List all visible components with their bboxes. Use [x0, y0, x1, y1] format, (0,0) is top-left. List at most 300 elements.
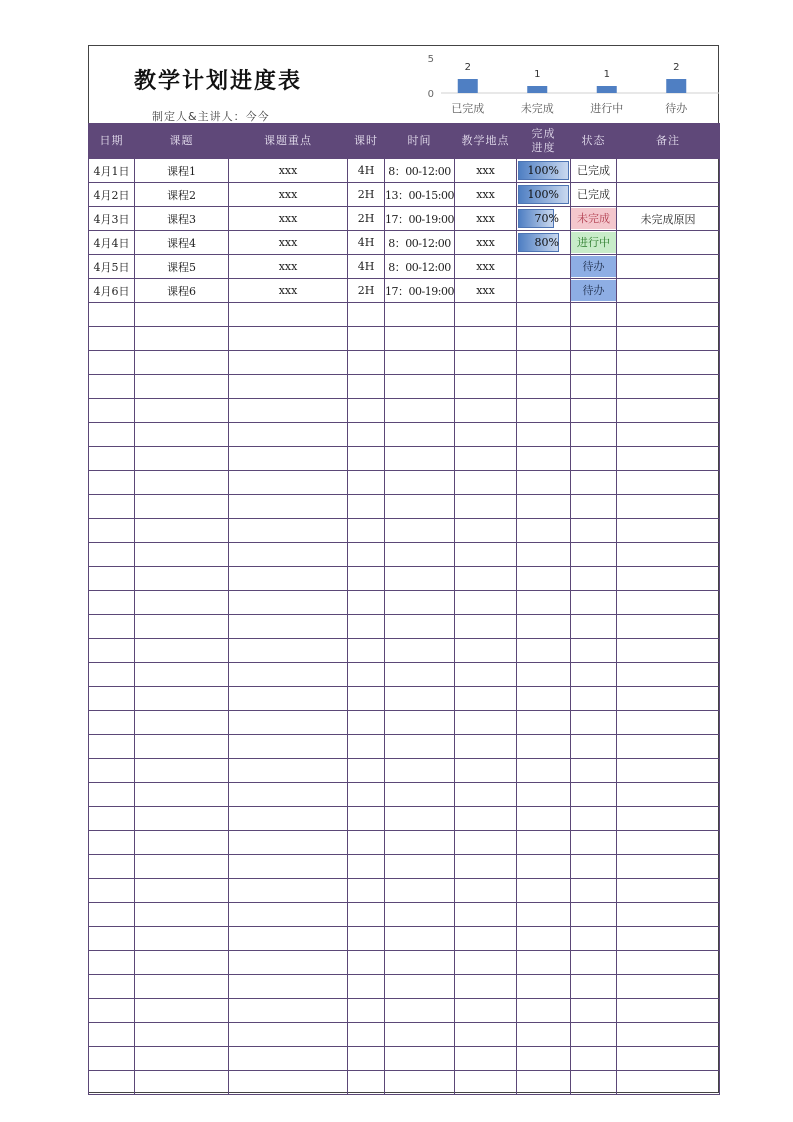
empty-cell[interactable]	[348, 1047, 385, 1071]
empty-cell[interactable]	[348, 543, 385, 567]
empty-cell[interactable]	[617, 927, 720, 951]
empty-cell[interactable]	[385, 639, 455, 663]
empty-cell[interactable]	[135, 447, 229, 471]
empty-cell[interactable]	[348, 759, 385, 783]
empty-cell[interactable]	[617, 903, 720, 927]
empty-cell[interactable]	[89, 807, 135, 831]
empty-cell[interactable]	[348, 687, 385, 711]
empty-cell[interactable]	[135, 759, 229, 783]
empty-cell[interactable]	[455, 879, 517, 903]
empty-cell[interactable]	[385, 1047, 455, 1071]
cell-status[interactable]	[571, 279, 617, 303]
cell-note[interactable]	[617, 159, 720, 183]
empty-cell[interactable]	[517, 663, 571, 687]
empty-cell[interactable]	[229, 615, 348, 639]
empty-cell[interactable]	[517, 687, 571, 711]
empty-cell[interactable]	[135, 999, 229, 1023]
empty-cell[interactable]	[229, 711, 348, 735]
cell-place[interactable]: xxx	[455, 207, 517, 231]
empty-cell[interactable]	[385, 471, 455, 495]
empty-cell[interactable]	[517, 1047, 571, 1071]
empty-cell[interactable]	[135, 711, 229, 735]
cell-date[interactable]: 4月2日	[89, 183, 135, 207]
empty-cell[interactable]	[135, 951, 229, 975]
cell-date[interactable]: 4月1日	[89, 159, 135, 183]
empty-cell[interactable]	[135, 903, 229, 927]
cell-place[interactable]: xxx	[455, 231, 517, 255]
empty-cell[interactable]	[348, 1071, 385, 1095]
cell-note[interactable]	[617, 255, 720, 279]
empty-cell[interactable]	[229, 327, 348, 351]
empty-cell[interactable]	[517, 471, 571, 495]
empty-cell[interactable]	[517, 327, 571, 351]
cell-hours[interactable]: 2H	[348, 279, 385, 303]
empty-cell[interactable]	[455, 831, 517, 855]
empty-cell[interactable]	[385, 999, 455, 1023]
cell-place[interactable]: xxx	[455, 279, 517, 303]
empty-cell[interactable]	[455, 927, 517, 951]
empty-cell[interactable]	[229, 975, 348, 999]
empty-cell[interactable]	[135, 879, 229, 903]
empty-cell[interactable]	[455, 1071, 517, 1095]
cell-status[interactable]	[571, 207, 617, 231]
empty-cell[interactable]	[229, 1047, 348, 1071]
empty-cell[interactable]	[89, 663, 135, 687]
empty-cell[interactable]	[89, 759, 135, 783]
empty-cell[interactable]	[571, 1071, 617, 1095]
cell-date[interactable]: 4月5日	[89, 255, 135, 279]
empty-cell[interactable]	[385, 351, 455, 375]
empty-cell[interactable]	[89, 783, 135, 807]
empty-cell[interactable]	[517, 375, 571, 399]
empty-cell[interactable]	[517, 543, 571, 567]
empty-cell[interactable]	[229, 903, 348, 927]
empty-cell[interactable]	[571, 711, 617, 735]
empty-cell[interactable]	[617, 639, 720, 663]
empty-cell[interactable]	[617, 495, 720, 519]
empty-cell[interactable]	[135, 471, 229, 495]
empty-cell[interactable]	[229, 999, 348, 1023]
empty-cell[interactable]	[385, 735, 455, 759]
empty-cell[interactable]	[517, 855, 571, 879]
empty-cell[interactable]	[89, 471, 135, 495]
empty-cell[interactable]	[135, 303, 229, 327]
empty-cell[interactable]	[517, 999, 571, 1023]
empty-cell[interactable]	[571, 519, 617, 543]
cell-status[interactable]	[571, 255, 617, 279]
empty-cell[interactable]	[348, 303, 385, 327]
empty-cell[interactable]	[455, 687, 517, 711]
cell-place[interactable]: xxx	[455, 183, 517, 207]
empty-cell[interactable]	[517, 639, 571, 663]
empty-cell[interactable]	[348, 495, 385, 519]
empty-cell[interactable]	[348, 471, 385, 495]
empty-cell[interactable]	[229, 855, 348, 879]
cell-key[interactable]: xxx	[229, 279, 348, 303]
empty-cell[interactable]	[135, 375, 229, 399]
empty-cell[interactable]	[517, 903, 571, 927]
empty-cell[interactable]	[617, 855, 720, 879]
empty-cell[interactable]	[89, 687, 135, 711]
empty-cell[interactable]	[455, 519, 517, 543]
empty-cell[interactable]	[135, 687, 229, 711]
empty-cell[interactable]	[571, 999, 617, 1023]
empty-cell[interactable]	[455, 471, 517, 495]
empty-cell[interactable]	[348, 711, 385, 735]
empty-cell[interactable]	[455, 903, 517, 927]
empty-cell[interactable]	[348, 1023, 385, 1047]
empty-cell[interactable]	[229, 735, 348, 759]
empty-cell[interactable]	[455, 567, 517, 591]
empty-cell[interactable]	[135, 591, 229, 615]
empty-cell[interactable]	[455, 807, 517, 831]
empty-cell[interactable]	[89, 543, 135, 567]
empty-cell[interactable]	[617, 447, 720, 471]
cell-key[interactable]: xxx	[229, 207, 348, 231]
empty-cell[interactable]	[571, 759, 617, 783]
empty-cell[interactable]	[229, 783, 348, 807]
empty-cell[interactable]	[517, 591, 571, 615]
empty-cell[interactable]	[517, 807, 571, 831]
empty-cell[interactable]	[135, 495, 229, 519]
empty-cell[interactable]	[135, 519, 229, 543]
cell-hours[interactable]: 4H	[348, 255, 385, 279]
empty-cell[interactable]	[229, 375, 348, 399]
empty-cell[interactable]	[455, 303, 517, 327]
empty-cell[interactable]	[517, 495, 571, 519]
empty-cell[interactable]	[229, 447, 348, 471]
empty-cell[interactable]	[135, 423, 229, 447]
empty-cell[interactable]	[455, 447, 517, 471]
empty-cell[interactable]	[517, 447, 571, 471]
empty-cell[interactable]	[455, 423, 517, 447]
empty-cell[interactable]	[135, 1071, 229, 1095]
empty-cell[interactable]	[89, 303, 135, 327]
empty-cell[interactable]	[455, 543, 517, 567]
empty-cell[interactable]	[617, 807, 720, 831]
cell-topic[interactable]: 课程5	[135, 255, 229, 279]
empty-cell[interactable]	[229, 303, 348, 327]
empty-cell[interactable]	[229, 519, 348, 543]
empty-cell[interactable]	[517, 615, 571, 639]
empty-cell[interactable]	[617, 831, 720, 855]
empty-cell[interactable]	[455, 615, 517, 639]
cell-date[interactable]: 4月6日	[89, 279, 135, 303]
empty-cell[interactable]	[385, 831, 455, 855]
empty-cell[interactable]	[455, 495, 517, 519]
empty-cell[interactable]	[571, 951, 617, 975]
empty-cell[interactable]	[571, 327, 617, 351]
empty-cell[interactable]	[89, 375, 135, 399]
empty-cell[interactable]	[455, 399, 517, 423]
empty-cell[interactable]	[348, 951, 385, 975]
cell-time[interactable]: 17：00-19:00	[385, 279, 455, 303]
empty-cell[interactable]	[348, 591, 385, 615]
empty-cell[interactable]	[571, 615, 617, 639]
empty-cell[interactable]	[385, 879, 455, 903]
cell-time[interactable]: 8：00-12:00	[385, 255, 455, 279]
empty-cell[interactable]	[135, 399, 229, 423]
empty-cell[interactable]	[385, 327, 455, 351]
empty-cell[interactable]	[348, 831, 385, 855]
empty-cell[interactable]	[135, 639, 229, 663]
empty-cell[interactable]	[455, 735, 517, 759]
cell-topic[interactable]: 课程1	[135, 159, 229, 183]
empty-cell[interactable]	[348, 903, 385, 927]
cell-topic[interactable]: 课程3	[135, 207, 229, 231]
empty-cell[interactable]	[229, 1071, 348, 1095]
empty-cell[interactable]	[89, 615, 135, 639]
empty-cell[interactable]	[571, 423, 617, 447]
empty-cell[interactable]	[571, 663, 617, 687]
cell-topic[interactable]: 课程2	[135, 183, 229, 207]
cell-note[interactable]: 未完成原因	[617, 207, 720, 231]
empty-cell[interactable]	[617, 879, 720, 903]
empty-cell[interactable]	[89, 927, 135, 951]
empty-cell[interactable]	[348, 783, 385, 807]
empty-cell[interactable]	[517, 831, 571, 855]
empty-cell[interactable]	[455, 855, 517, 879]
empty-cell[interactable]	[455, 711, 517, 735]
empty-cell[interactable]	[617, 327, 720, 351]
empty-cell[interactable]	[229, 471, 348, 495]
empty-cell[interactable]	[617, 423, 720, 447]
empty-cell[interactable]	[571, 855, 617, 879]
empty-cell[interactable]	[135, 1023, 229, 1047]
cell-key[interactable]: xxx	[229, 255, 348, 279]
empty-cell[interactable]	[89, 519, 135, 543]
empty-cell[interactable]	[385, 423, 455, 447]
empty-cell[interactable]	[455, 351, 517, 375]
empty-cell[interactable]	[348, 519, 385, 543]
empty-cell[interactable]	[455, 639, 517, 663]
empty-cell[interactable]	[617, 999, 720, 1023]
cell-progress[interactable]	[517, 183, 571, 207]
empty-cell[interactable]	[517, 879, 571, 903]
empty-cell[interactable]	[517, 759, 571, 783]
empty-cell[interactable]	[348, 639, 385, 663]
empty-cell[interactable]	[571, 1047, 617, 1071]
empty-cell[interactable]	[89, 1071, 135, 1095]
cell-topic[interactable]: 课程4	[135, 231, 229, 255]
empty-cell[interactable]	[455, 783, 517, 807]
empty-cell[interactable]	[348, 327, 385, 351]
empty-cell[interactable]	[617, 591, 720, 615]
empty-cell[interactable]	[229, 591, 348, 615]
empty-cell[interactable]	[617, 759, 720, 783]
cell-time[interactable]: 13：00-15:00	[385, 183, 455, 207]
empty-cell[interactable]	[617, 1071, 720, 1095]
empty-cell[interactable]	[348, 447, 385, 471]
cell-progress[interactable]	[517, 231, 571, 255]
empty-cell[interactable]	[517, 1071, 571, 1095]
empty-cell[interactable]	[89, 423, 135, 447]
empty-cell[interactable]	[455, 375, 517, 399]
empty-cell[interactable]	[229, 351, 348, 375]
empty-cell[interactable]	[517, 399, 571, 423]
empty-cell[interactable]	[385, 687, 455, 711]
empty-cell[interactable]	[348, 807, 385, 831]
empty-cell[interactable]	[617, 687, 720, 711]
empty-cell[interactable]	[617, 735, 720, 759]
empty-cell[interactable]	[89, 447, 135, 471]
empty-cell[interactable]	[89, 1023, 135, 1047]
empty-cell[interactable]	[135, 1047, 229, 1071]
cell-hours[interactable]: 2H	[348, 183, 385, 207]
empty-cell[interactable]	[571, 591, 617, 615]
empty-cell[interactable]	[348, 999, 385, 1023]
cell-topic[interactable]: 课程6	[135, 279, 229, 303]
empty-cell[interactable]	[229, 495, 348, 519]
cell-place[interactable]: xxx	[455, 159, 517, 183]
empty-cell[interactable]	[517, 519, 571, 543]
empty-cell[interactable]	[348, 855, 385, 879]
empty-cell[interactable]	[89, 975, 135, 999]
empty-cell[interactable]	[517, 927, 571, 951]
cell-status[interactable]	[571, 231, 617, 255]
empty-cell[interactable]	[517, 735, 571, 759]
empty-cell[interactable]	[517, 711, 571, 735]
empty-cell[interactable]	[229, 759, 348, 783]
empty-cell[interactable]	[135, 663, 229, 687]
empty-cell[interactable]	[89, 903, 135, 927]
empty-cell[interactable]	[385, 567, 455, 591]
empty-cell[interactable]	[571, 975, 617, 999]
empty-cell[interactable]	[617, 351, 720, 375]
cell-time[interactable]: 8：00-12:00	[385, 231, 455, 255]
empty-cell[interactable]	[617, 615, 720, 639]
empty-cell[interactable]	[135, 831, 229, 855]
empty-cell[interactable]	[517, 423, 571, 447]
empty-cell[interactable]	[517, 1023, 571, 1047]
empty-cell[interactable]	[571, 1023, 617, 1047]
empty-cell[interactable]	[348, 879, 385, 903]
empty-cell[interactable]	[229, 927, 348, 951]
empty-cell[interactable]	[89, 567, 135, 591]
empty-cell[interactable]	[348, 423, 385, 447]
empty-cell[interactable]	[229, 687, 348, 711]
empty-cell[interactable]	[617, 1047, 720, 1071]
empty-cell[interactable]	[385, 927, 455, 951]
empty-cell[interactable]	[455, 951, 517, 975]
empty-cell[interactable]	[571, 903, 617, 927]
empty-cell[interactable]	[135, 567, 229, 591]
empty-cell[interactable]	[455, 663, 517, 687]
cell-hours[interactable]: 4H	[348, 231, 385, 255]
empty-cell[interactable]	[455, 591, 517, 615]
cell-key[interactable]: xxx	[229, 159, 348, 183]
empty-cell[interactable]	[89, 495, 135, 519]
empty-cell[interactable]	[617, 303, 720, 327]
empty-cell[interactable]	[135, 327, 229, 351]
empty-cell[interactable]	[89, 735, 135, 759]
empty-cell[interactable]	[89, 1047, 135, 1071]
empty-cell[interactable]	[89, 711, 135, 735]
empty-cell[interactable]	[617, 567, 720, 591]
empty-cell[interactable]	[617, 471, 720, 495]
empty-cell[interactable]	[571, 375, 617, 399]
empty-cell[interactable]	[617, 543, 720, 567]
empty-cell[interactable]	[385, 975, 455, 999]
cell-hours[interactable]: 4H	[348, 159, 385, 183]
empty-cell[interactable]	[135, 615, 229, 639]
empty-cell[interactable]	[385, 303, 455, 327]
empty-cell[interactable]	[617, 519, 720, 543]
empty-cell[interactable]	[385, 591, 455, 615]
cell-status[interactable]	[571, 183, 617, 207]
empty-cell[interactable]	[385, 375, 455, 399]
empty-cell[interactable]	[571, 927, 617, 951]
empty-cell[interactable]	[571, 351, 617, 375]
empty-cell[interactable]	[348, 567, 385, 591]
empty-cell[interactable]	[571, 879, 617, 903]
empty-cell[interactable]	[385, 663, 455, 687]
empty-cell[interactable]	[229, 879, 348, 903]
empty-cell[interactable]	[617, 711, 720, 735]
cell-date[interactable]: 4月3日	[89, 207, 135, 231]
empty-cell[interactable]	[385, 855, 455, 879]
empty-cell[interactable]	[135, 543, 229, 567]
empty-cell[interactable]	[89, 591, 135, 615]
empty-cell[interactable]	[348, 663, 385, 687]
empty-cell[interactable]	[617, 663, 720, 687]
empty-cell[interactable]	[517, 567, 571, 591]
empty-cell[interactable]	[89, 327, 135, 351]
empty-cell[interactable]	[617, 951, 720, 975]
empty-cell[interactable]	[571, 495, 617, 519]
empty-cell[interactable]	[455, 999, 517, 1023]
empty-cell[interactable]	[385, 399, 455, 423]
empty-cell[interactable]	[229, 567, 348, 591]
empty-cell[interactable]	[455, 759, 517, 783]
empty-cell[interactable]	[455, 327, 517, 351]
empty-cell[interactable]	[571, 831, 617, 855]
empty-cell[interactable]	[229, 543, 348, 567]
empty-cell[interactable]	[571, 447, 617, 471]
cell-date[interactable]: 4月4日	[89, 231, 135, 255]
empty-cell[interactable]	[89, 879, 135, 903]
cell-note[interactable]	[617, 183, 720, 207]
empty-cell[interactable]	[455, 1047, 517, 1071]
empty-cell[interactable]	[135, 975, 229, 999]
empty-cell[interactable]	[89, 399, 135, 423]
empty-cell[interactable]	[135, 927, 229, 951]
empty-cell[interactable]	[229, 399, 348, 423]
empty-cell[interactable]	[571, 303, 617, 327]
empty-cell[interactable]	[385, 1023, 455, 1047]
empty-cell[interactable]	[229, 807, 348, 831]
empty-cell[interactable]	[229, 639, 348, 663]
empty-cell[interactable]	[348, 975, 385, 999]
cell-progress[interactable]	[517, 255, 571, 279]
cell-progress[interactable]	[517, 159, 571, 183]
empty-cell[interactable]	[348, 615, 385, 639]
empty-cell[interactable]	[385, 1071, 455, 1095]
empty-cell[interactable]	[348, 399, 385, 423]
cell-time[interactable]: 8：00-12:00	[385, 159, 455, 183]
empty-cell[interactable]	[348, 927, 385, 951]
empty-cell[interactable]	[571, 735, 617, 759]
empty-cell[interactable]	[385, 711, 455, 735]
cell-progress[interactable]	[517, 279, 571, 303]
empty-cell[interactable]	[571, 543, 617, 567]
cell-progress[interactable]	[517, 207, 571, 231]
empty-cell[interactable]	[385, 903, 455, 927]
empty-cell[interactable]	[385, 447, 455, 471]
empty-cell[interactable]	[385, 519, 455, 543]
empty-cell[interactable]	[385, 543, 455, 567]
empty-cell[interactable]	[348, 351, 385, 375]
